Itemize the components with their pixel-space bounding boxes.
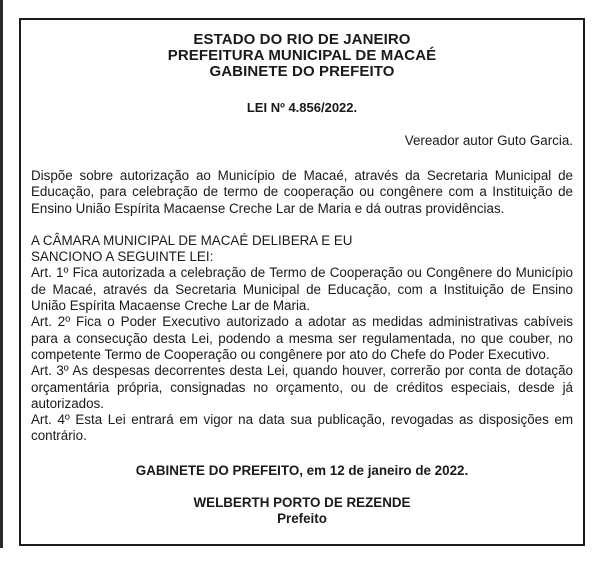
- article-1: Art. 1º Fica autorizada a celebração de Termo de Cooperação ou Congênere do Município de Macaé, através da Secretaria Municipal de Educação, com a Instituição de Ensino União Espírita Macaense Creche Lar de Maria.: [31, 265, 573, 314]
- header-prefecture: PREFEITURA MUNICIPAL DE MACAÉ: [167, 47, 437, 64]
- law-notice: [19, 18, 585, 546]
- signatory-title: Prefeito: [277, 510, 327, 526]
- preamble-line-2: SANCIONO A SEGUINTE LEI:: [31, 249, 214, 265]
- law-number: LEI Nº 4.856/2022.: [246, 100, 358, 115]
- article-4: Art. 4º Esta Lei entrará em vigor na data sua publicação, revogadas as disposições em contrário.: [31, 412, 573, 444]
- preamble-line-1: A CÂMARA MUNICIPAL DE MACAÉ DELIBERA E EU: [31, 232, 353, 248]
- closing-line: GABINETE DO PREFEITO, em 12 de janeiro de 2022.: [135, 462, 469, 478]
- law-author: Vereador autor Guto Garcia.: [404, 133, 573, 148]
- signatory-name: WELBERTH PORTO DE REZENDE: [193, 494, 411, 510]
- signature-block: [31, 495, 573, 527]
- header-state: ESTADO DO RIO DE JANEIRO: [193, 31, 411, 48]
- document-header: [31, 32, 573, 80]
- law-summary: [31, 168, 573, 217]
- article-2: Art. 2º Fica o Poder Executivo autorizado a adotar as medidas administrativas cabíveis para a consecução desta Lei, podendo a mesma ser regulamentada, no que couber, no competente Termo de Cooperação ou congênere por ato do Chefe do Poder Executivo.: [31, 314, 573, 362]
- article-3: Art. 3º As despesas decorrentes desta Lei, quando houver, correrão por conta de dotação orçamentária própria, consignadas no orçamento, ou de créditos especiais, desde já autorizados.: [31, 363, 573, 411]
- law-body: [31, 233, 573, 445]
- summary-text: Dispõe sobre autorização ao Município de Macaé, através da Secretaria Municipal de Educação, para celebração de termo de cooperação ou congênere com a Instituição de Ensino União Espírita Macaense Creche Lar de Maria e dá outras providências.: [31, 168, 573, 216]
- page-edge-divider: [0, 0, 3, 548]
- header-cabinet: GABINETE DO PREFEITO: [209, 63, 395, 80]
